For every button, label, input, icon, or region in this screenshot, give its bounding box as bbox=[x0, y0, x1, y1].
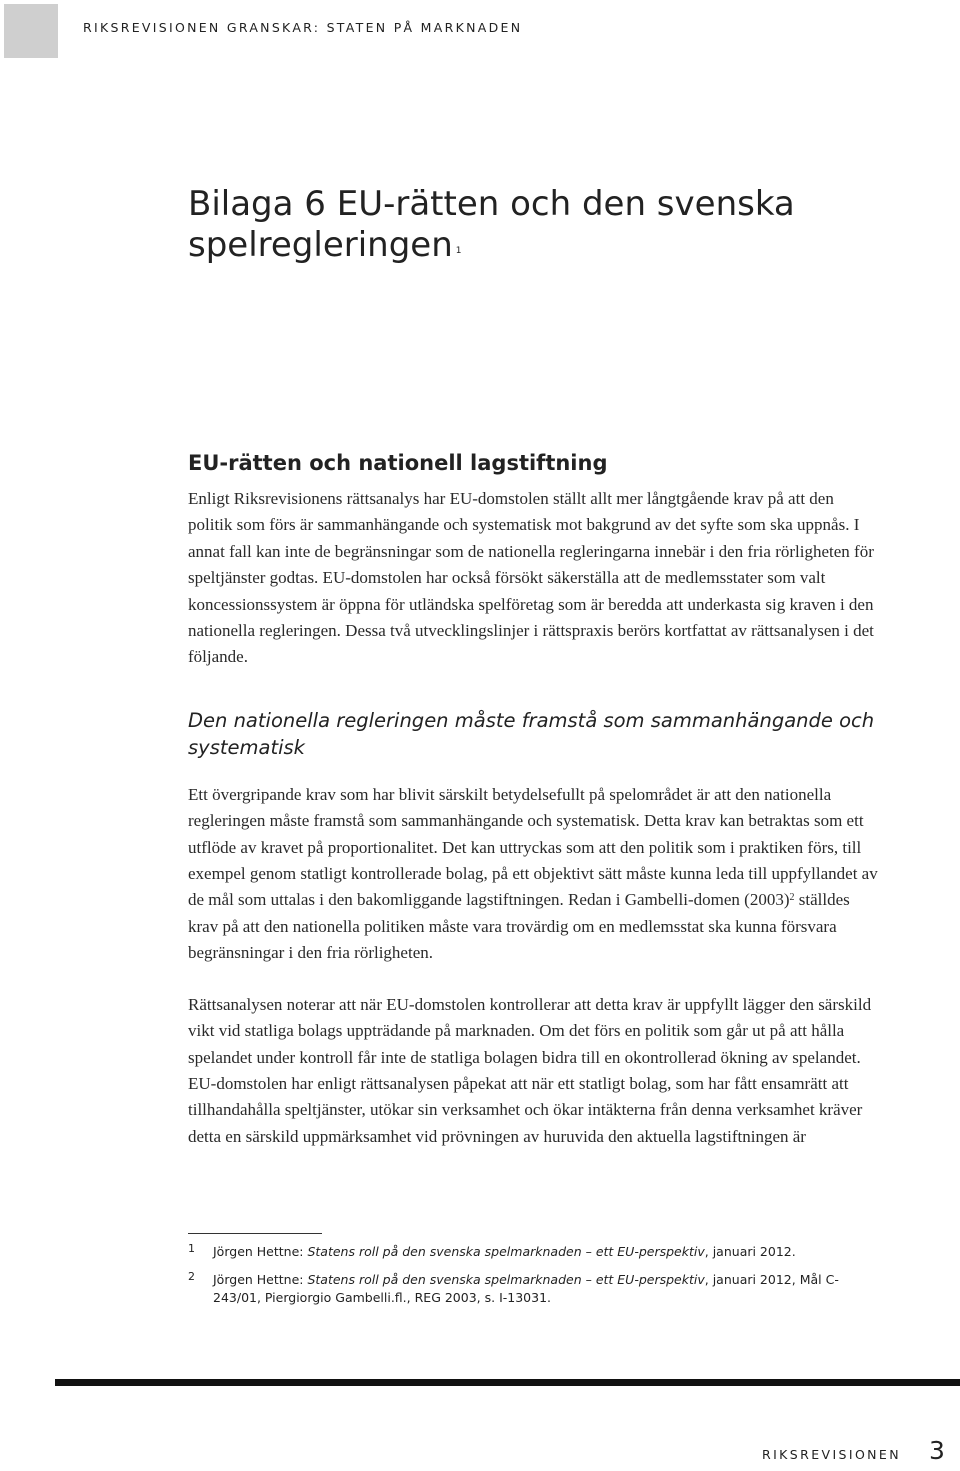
footnote-source-title: Statens roll på den svenska spelmarknaden – ett EU-perspektiv bbox=[307, 1244, 705, 1259]
paragraph-text: ställdes krav på att den nationella politiken måste vara trovärdig om en medlemsstat ska kunna försvara begränsningar i den fria rörligheten. bbox=[188, 890, 850, 963]
paragraph-text: Ett övergripande krav som har blivit särskilt betydelsefullt på spelområdet är att den nationella regleringen måste framstå som sammanhängande och systematisk. Detta krav kan betraktas som ett utflöde av kravet på proportionalitet. Det kan uttryckas som att den politik som i praktiken förs, till exempel genom statligt kontrollerade bolag, på ett objektivt sätt måste kunna leda till uppfyllandet av de mål som uttalas i den bakomliggande lagstiftningen. Redan i Gambelli-domen (2003) bbox=[188, 784, 878, 910]
footnote-number: 2 bbox=[188, 1270, 195, 1283]
footnote-item bbox=[188, 1243, 878, 1261]
chapter-title bbox=[188, 184, 888, 266]
chapter-footnote-ref[interactable]: 1 bbox=[455, 246, 462, 256]
footer-rule bbox=[55, 1379, 960, 1386]
main-content bbox=[188, 448, 878, 1150]
footnote-prefix: Jörgen Hettne: bbox=[213, 1244, 308, 1259]
footnote-number: 1 bbox=[188, 1242, 195, 1255]
section-paragraph: Enligt Riksrevisionens rättsanalys har EU-domstolen ställt allt mer långtgående krav på att den politik som förs är sammanhängande och systematisk mot bakgrund av det syfte som ska uppnås. I annat fall kan inte de begränsningar som de nationella regleringarna innebär i den fria rörligheten för speltjänster godtas. EU-domstolen har också försökt säkerställa att de medlemsstater som valt koncessionssystem är öppna för utländska spelföretag som är beredda att underkasta sig kraven i den nationella regleringen. Dessa två utvecklingslinjer i rättspraxis berörs kortfattat av rättsanalysen i det följande. bbox=[188, 489, 874, 667]
footnote-item bbox=[188, 1271, 878, 1307]
footnote-suffix: , januari 2012. bbox=[704, 1244, 796, 1259]
corner-tab-marker bbox=[4, 4, 58, 58]
chapter-title-text: Bilaga 6 EU-rätten och den svenska spelregleringen bbox=[188, 184, 795, 265]
footer-brand: RIKSREVISIONEN bbox=[762, 1447, 901, 1462]
subsection-heading: Den nationella regleringen måste framstå som sammanhängande och systematisk bbox=[188, 708, 875, 759]
footnote-source-title: Statens roll på den svenska spelmarknaden – ett EU-perspektiv bbox=[307, 1272, 705, 1287]
footnote-prefix: Jörgen Hettne: bbox=[213, 1272, 308, 1287]
footnote-ref-2[interactable]: 2 bbox=[789, 892, 795, 904]
running-header: RIKSREVISIONEN GRANSKAR: STATEN PÅ MARKNADEN bbox=[83, 20, 523, 35]
section-heading: EU-rätten och nationell lagstiftning bbox=[188, 451, 608, 475]
page-number: 3 bbox=[929, 1436, 945, 1465]
footnote-suffix: , januari 2012, Mål C-243/01, Piergiorgio Gambelli.fl., REG 2003, s. I-13031. bbox=[213, 1272, 839, 1305]
subsection-paragraph-1 bbox=[188, 782, 878, 967]
footnote-divider bbox=[188, 1233, 322, 1234]
subsection-paragraph-2: Rättsanalysen noterar att när EU-domstolen kontrollerar att detta krav är uppfyllt lägger den särskild vikt vid statliga bolags uppträdande på marknaden. Om det förs en politik som går ut på att hålla spelandet under kontroll får inte de statliga bolagen bidra till en okontrollerad ökning av spelandet. EU-domstolen har enligt rättsanalysen påpekat att när ett statligt bolag, som har fått ensamrätt att tillhandahålla speltjänster, utökar sin verksamhet och ökar intäkterna från denna verksamhet kräver detta en särskild uppmärksamhet vid prövningen av huruvida den aktuella lagstiftningen är bbox=[188, 994, 872, 1146]
footnotes bbox=[188, 1243, 878, 1317]
